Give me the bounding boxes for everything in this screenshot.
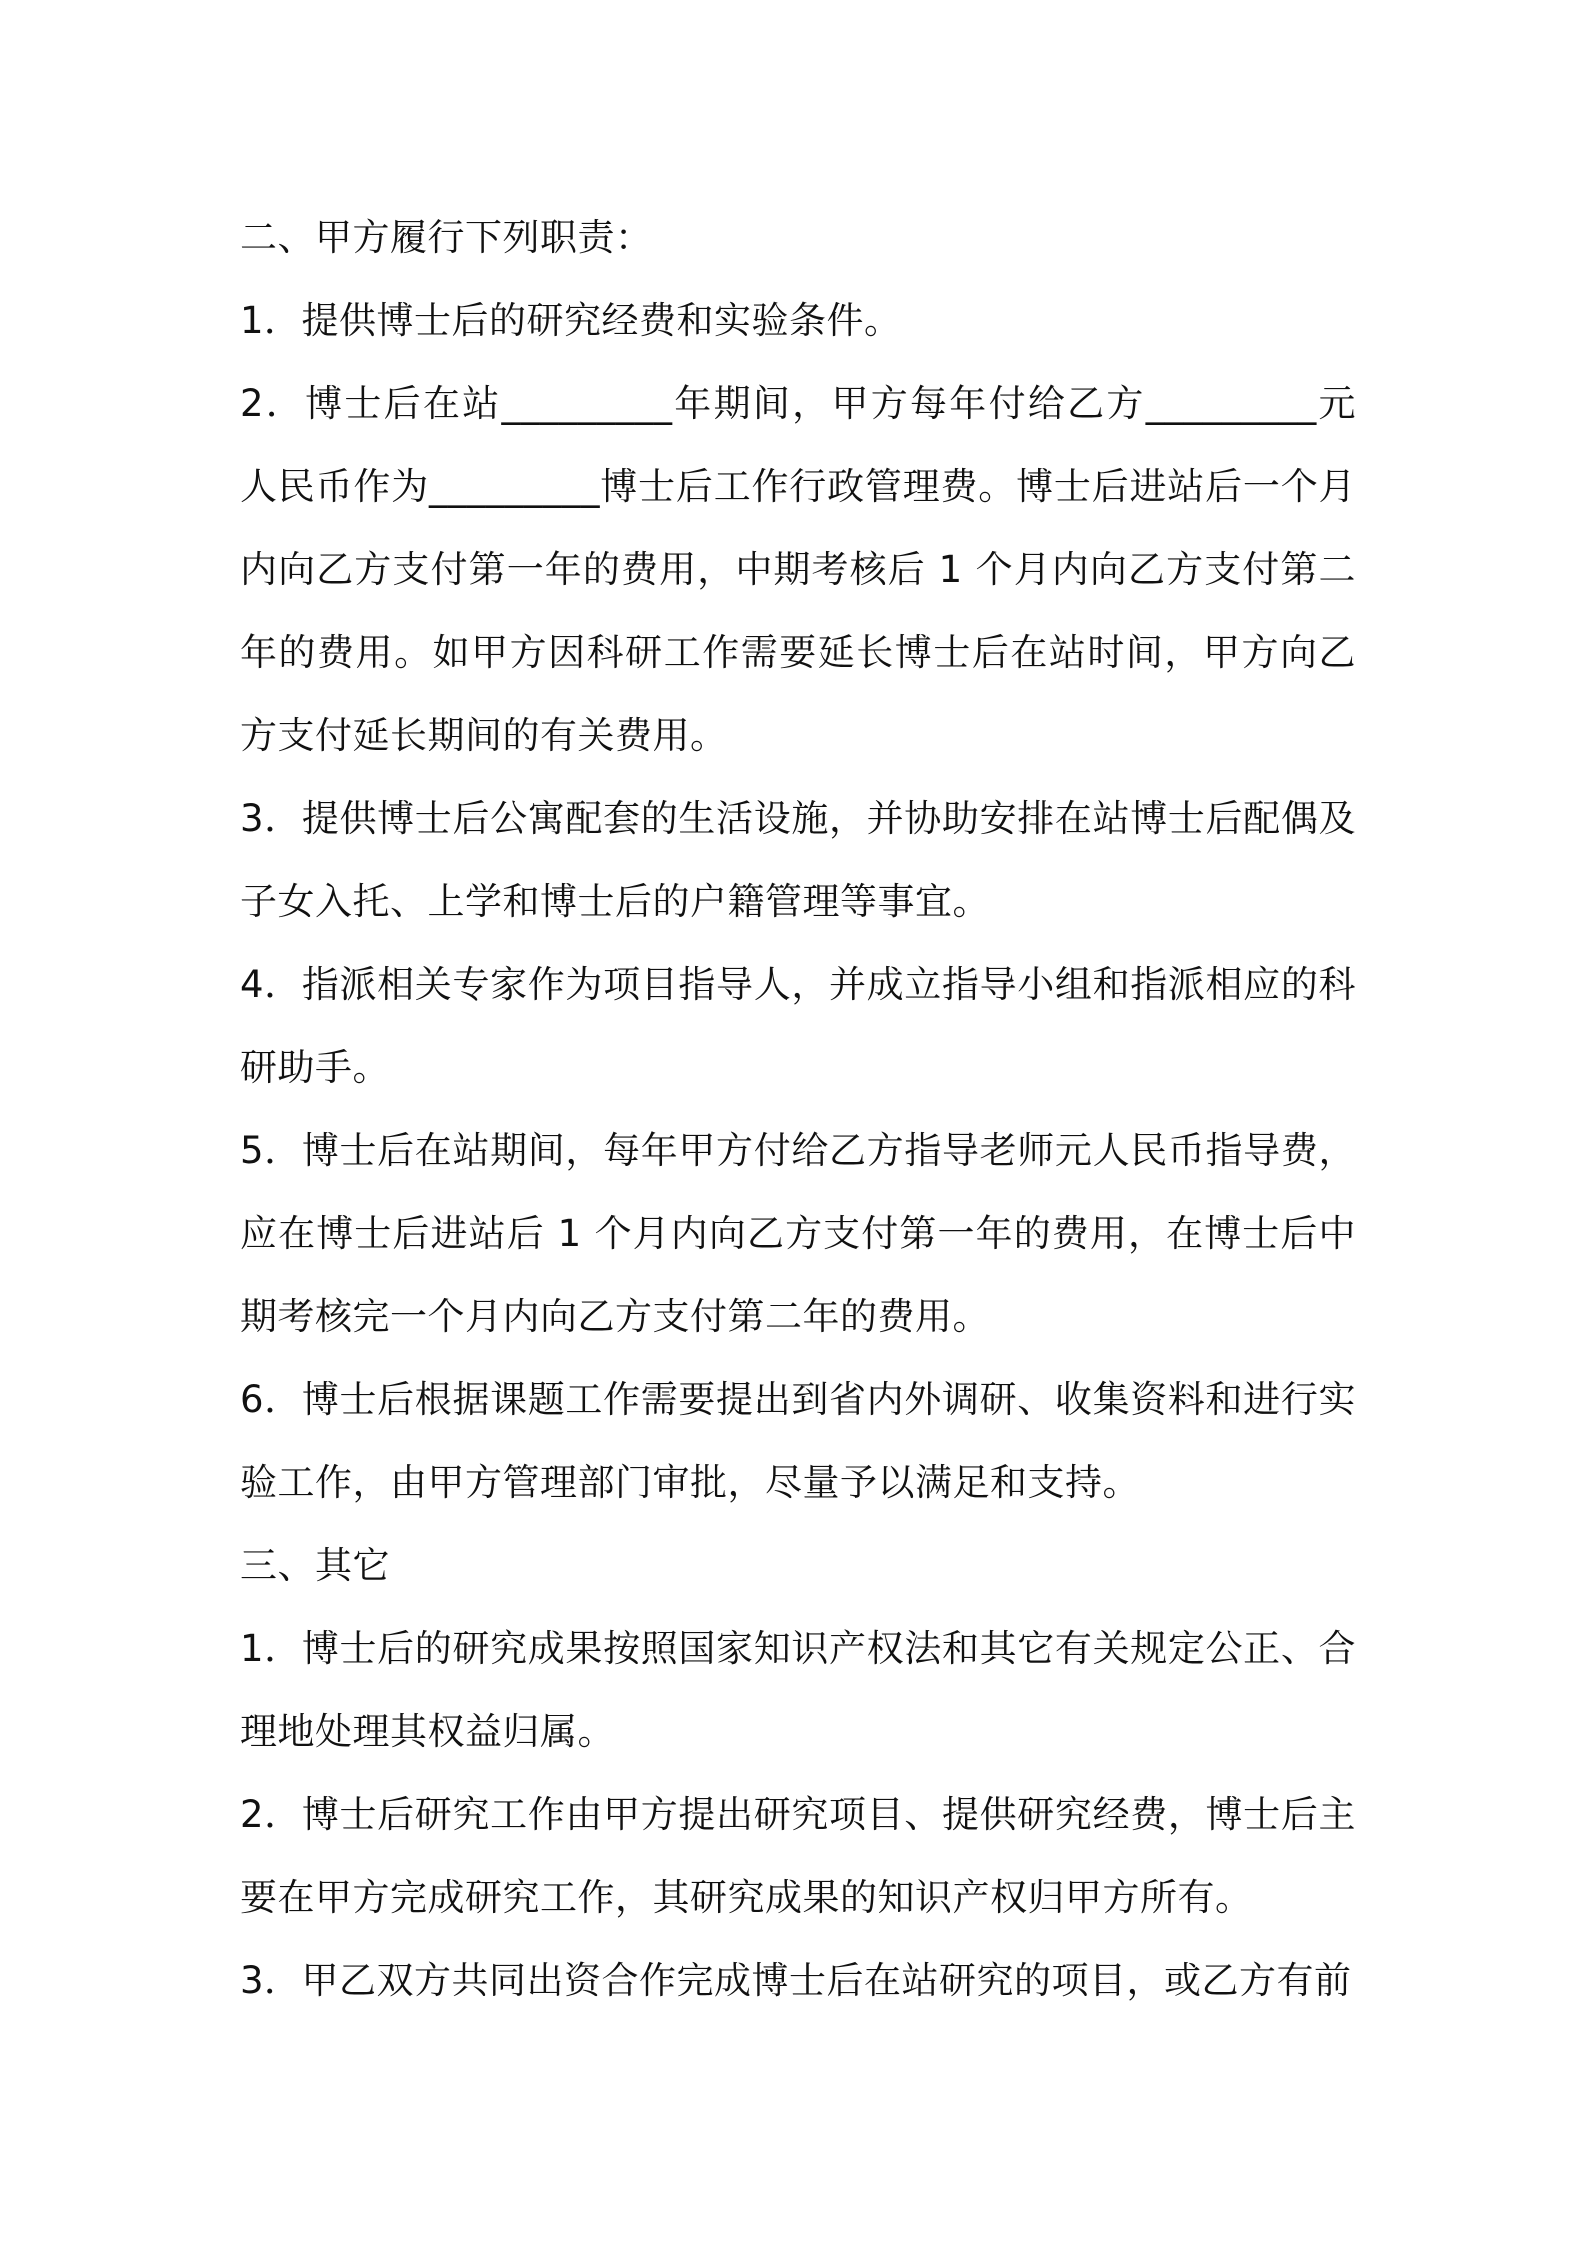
clause-2-5: 5．博士后在站期间，每年甲方付给乙方指导老师元人民币指导费，应在博士后进站后 1 个月内向乙方支付第一年的费用，在博士后中期考核完一个月内向乙方支付第二年的费用。 — [240, 1129, 1356, 1338]
clause-3-3: 3．甲乙双方共同出资合作完成博士后在站研究的项目，或乙方有前 — [240, 1959, 1352, 2002]
clause-2-4: 4．指派相关专家作为项目指导人，并成立指导小组和指派相应的科研助手。 — [240, 963, 1356, 1089]
clause-2-1: 1．提供博士后的研究经费和实验条件。 — [240, 299, 902, 342]
clause-3-2: 2．博士后研究工作由甲方提出研究项目、提供研究经费，博士后主要在甲方完成研究工作，其研究成果的知识产权归甲方所有。 — [240, 1793, 1356, 1919]
document-body — [240, 196, 1356, 2022]
section-heading-other: 三、其它 — [240, 1544, 390, 1587]
clause-2-6: 6．博士后根据课题工作需要提出到省内外调研、收集资料和进行实验工作，由甲方管理部门审批，尽量予以满足和支持。 — [240, 1378, 1356, 1504]
section-heading-duties: 二、甲方履行下列职责： — [240, 216, 653, 259]
clause-2-3: 3．提供博士后公寓配套的生活设施，并协助安排在站博士后配偶及子女入托、上学和博士后的户籍管理等事宜。 — [240, 797, 1356, 923]
clause-2-2: 2．博士后在站_________年期间，甲方每年付给乙方_________元人民币作为_________博士后工作行政管理费。博士后进站后一个月内向乙方支付第一年的费用，中期考核后 1 个月内向乙方支付第二年的费用。如甲方因科研工作需要延长博士后在站时间，甲方向乙方支付延长期间的有关费用。 — [240, 382, 1356, 757]
clause-3-1: 1．博士后的研究成果按照国家知识产权法和其它有关规定公正、合理地处理其权益归属。 — [240, 1627, 1356, 1753]
